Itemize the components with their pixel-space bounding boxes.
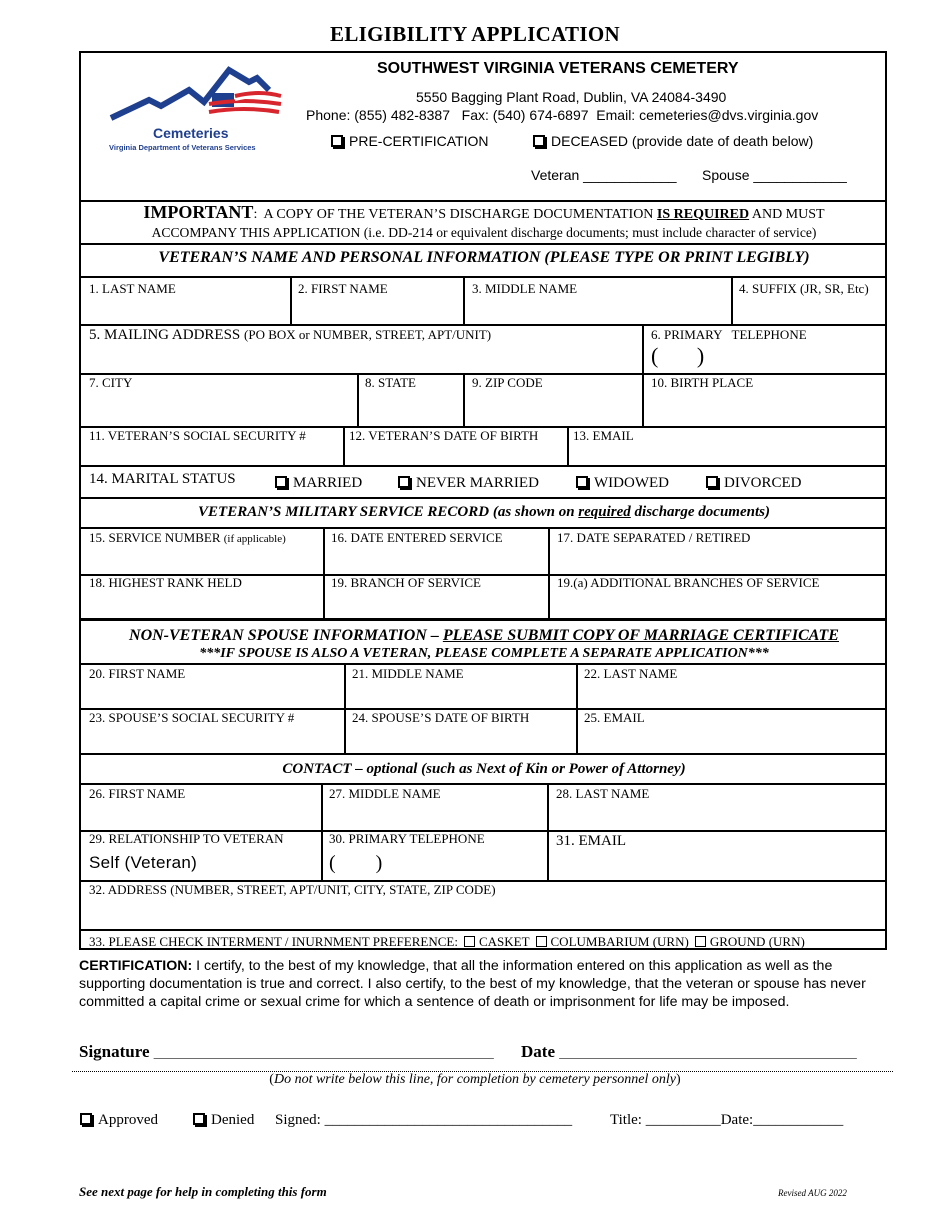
- precert-checkbox[interactable]: [331, 135, 343, 147]
- date-line[interactable]: ___________________________________: [559, 1042, 857, 1061]
- field-city[interactable]: 7. CITY: [89, 375, 133, 390]
- office-note-open: (: [269, 1072, 274, 1087]
- option-widowed[interactable]: [576, 475, 669, 492]
- form-title: ELIGIBILITY APPLICATION: [330, 22, 620, 46]
- is-required: IS REQUIRED: [656, 207, 750, 222]
- precert-label: PRE-CERTIFICATION: [349, 133, 489, 149]
- section-spouse: [81, 627, 887, 645]
- contact-telephone-parens: ( ): [329, 852, 383, 874]
- form-frame: [79, 51, 887, 950]
- field-date-entered[interactable]: 16. DATE ENTERED SERVICE: [331, 530, 503, 545]
- field-highest-rank[interactable]: 18. HIGHEST RANK HELD: [89, 575, 242, 590]
- cemetery-address: 5550 Bagging Plant Road, Dublin, VA 24084-3490: [416, 89, 727, 105]
- casket-checkbox[interactable]: [464, 936, 475, 947]
- veteran-death-date[interactable]: Veteran ____________: [531, 167, 677, 183]
- cemetery-contact: Phone: (855) 482-8387 Fax: (540) 674-6897 Email: cemeteries@dvs.virginia.gov: [306, 107, 819, 123]
- logo: [109, 60, 289, 155]
- certification: [79, 957, 879, 1011]
- section-contact: CONTACT – optional (such as Next of Kin or Power of Attorney): [282, 761, 686, 777]
- telephone-parens: ( ): [651, 343, 705, 368]
- spouse-heading-b: PLEASE SUBMIT COPY OF MARRIAGE CERTIFICATE: [442, 627, 839, 644]
- military-heading-c: discharge documents): [630, 504, 770, 520]
- field-contact-last-name[interactable]: 28. LAST NAME: [556, 786, 650, 801]
- field-service-number[interactable]: [89, 530, 286, 546]
- field-contact-address[interactable]: 32. ADDRESS (NUMBER, STREET, APT/UNIT, CITY, STATE, ZIP CODE): [89, 882, 496, 897]
- field-contact-middle-name[interactable]: 27. MIDDLE NAME: [329, 786, 441, 801]
- field-email[interactable]: 13. EMAIL: [573, 428, 634, 443]
- mailing-address-hint: (PO BOX or NUMBER, STREET, APT/UNIT): [244, 327, 492, 342]
- deceased-checkbox[interactable]: [533, 135, 545, 147]
- approved-label: Approved: [98, 1112, 158, 1128]
- important-text: : A COPY OF THE VETERAN’S DISCHARGE DOCUMENTATION: [253, 207, 657, 222]
- important-line-2: ACCOMPANY THIS APPLICATION (i.e. DD-214 or equivalent discharge documents; must include character of service): [151, 225, 817, 240]
- approved-checkbox[interactable]: [80, 1113, 92, 1125]
- never-married-checkbox[interactable]: [398, 476, 410, 488]
- important-word: IMPORTANT: [143, 202, 254, 222]
- important-notice: [81, 203, 887, 243]
- field-primary-telephone[interactable]: 6. PRIMARY TELEPHONE: [651, 327, 807, 342]
- field-spouse-first-name[interactable]: 20. FIRST NAME: [89, 666, 186, 681]
- field-date-separated[interactable]: 17. DATE SEPARATED / RETIRED: [557, 530, 751, 545]
- office-note-close: ): [676, 1072, 681, 1087]
- field-spouse-middle-name[interactable]: 21. MIDDLE NAME: [352, 666, 464, 681]
- field-spouse-dob[interactable]: 24. SPOUSE’S DATE OF BIRTH: [352, 710, 530, 725]
- option-never-married[interactable]: [398, 475, 539, 492]
- spouse-heading-a: NON-VETERAN SPOUSE INFORMATION –: [129, 627, 443, 644]
- field-suffix[interactable]: 4. SUFFIX (JR, SR, Etc): [739, 281, 869, 296]
- precert-option[interactable]: [331, 133, 489, 149]
- approved-option[interactable]: [80, 1112, 158, 1129]
- field-first-name[interactable]: 2. FIRST NAME: [298, 281, 388, 296]
- field-additional-branches[interactable]: 19.(a) ADDITIONAL BRANCHES OF SERVICE: [557, 575, 820, 590]
- field-last-name[interactable]: 1. LAST NAME: [89, 281, 176, 296]
- never-married-label: NEVER MARRIED: [416, 475, 539, 491]
- field-birth-place[interactable]: 10. BIRTH PLACE: [651, 375, 754, 390]
- married-label: MARRIED: [293, 475, 363, 491]
- columbarium-checkbox[interactable]: [536, 936, 547, 947]
- columbarium-label: COLUMBARIUM (URN): [550, 934, 689, 949]
- deceased-label: DECEASED (provide date of death below): [551, 133, 814, 149]
- field-relationship[interactable]: 29. RELATIONSHIP TO VETERAN: [89, 831, 284, 846]
- married-checkbox[interactable]: [275, 476, 287, 488]
- field-interment-preference: [89, 934, 805, 950]
- relationship-value[interactable]: Self (Veteran): [89, 853, 198, 872]
- denied-checkbox[interactable]: [193, 1113, 205, 1125]
- office-use-note: [0, 1072, 950, 1088]
- signature-row: [79, 1042, 494, 1062]
- field-spouse-last-name[interactable]: 22. LAST NAME: [584, 666, 678, 681]
- widowed-checkbox[interactable]: [576, 476, 588, 488]
- date-label: Date: [521, 1042, 555, 1061]
- widowed-label: WIDOWED: [594, 475, 669, 491]
- ground-label: GROUND (URN): [709, 934, 805, 949]
- option-married[interactable]: [275, 475, 362, 492]
- denied-option[interactable]: [193, 1112, 254, 1129]
- field-mailing-address[interactable]: [89, 327, 491, 344]
- divorced-label: DIVORCED: [724, 475, 802, 491]
- interment-label: 33. PLEASE CHECK INTERMENT / INURNMENT PREFERENCE:: [89, 934, 458, 949]
- field-zip[interactable]: 9. ZIP CODE: [472, 375, 543, 390]
- office-note-text: Do not write below this line, for completion by cemetery personnel only: [273, 1072, 677, 1087]
- logo-subtitle: Virginia Department of Veterans Services: [109, 143, 256, 152]
- date-row: [521, 1042, 857, 1062]
- office-signed[interactable]: Signed: _________________________________: [275, 1112, 573, 1128]
- footer-help: See next page for help in completing this form: [79, 1184, 327, 1199]
- casket-label: CASKET: [478, 934, 530, 949]
- field-marital-status: 14. MARITAL STATUS: [89, 471, 236, 487]
- cemetery-name: SOUTHWEST VIRGINIA VETERANS CEMETERY: [377, 60, 739, 77]
- certification-label: CERTIFICATION:: [79, 958, 193, 974]
- field-state[interactable]: 8. STATE: [365, 375, 416, 390]
- section-military-service: [81, 504, 887, 521]
- field-contact-telephone[interactable]: 30. PRIMARY TELEPHONE: [329, 831, 485, 846]
- field-veteran-dob[interactable]: 12. VETERAN’S DATE OF BIRTH: [349, 428, 539, 443]
- signature-label: Signature: [79, 1042, 150, 1061]
- denied-label: Denied: [211, 1112, 255, 1128]
- service-number-hint: (if applicable): [223, 533, 286, 545]
- field-contact-email[interactable]: 31. EMAIL: [556, 833, 626, 849]
- section-veteran-info: VETERAN’S NAME AND PERSONAL INFORMATION (PLEASE TYPE OR PRINT LEGIBLY): [158, 249, 810, 266]
- field-contact-first-name[interactable]: 26. FIRST NAME: [89, 786, 186, 801]
- field-spouse-email[interactable]: 25. EMAIL: [584, 710, 645, 725]
- spouse-note: ***IF SPOUSE IS ALSO A VETERAN, PLEASE COMPLETE A SEPARATE APPLICATION***: [199, 646, 769, 661]
- footer-revised: Revised AUG 2022: [778, 1188, 847, 1198]
- field-spouse-ssn[interactable]: 23. SPOUSE’S SOCIAL SECURITY #: [89, 710, 295, 725]
- spouse-death-date[interactable]: Spouse ____________: [702, 167, 847, 183]
- field-veteran-ssn[interactable]: 11. VETERAN’S SOCIAL SECURITY #: [89, 428, 306, 443]
- important-text-2: AND MUST: [749, 207, 825, 222]
- ground-checkbox[interactable]: [695, 936, 706, 947]
- field-branch[interactable]: 19. BRANCH OF SERVICE: [331, 575, 481, 590]
- certification-text: I certify, to the best of my knowledge, that all the information entered on this application as well as the supporting documentation is true and correct. I also certify, to the best of my knowledge, that the veteran or spouse has never committed a capital crime or sexual crime for which a sentence of death or imprisonment for life may be imposed.: [79, 958, 866, 1010]
- divorced-checkbox[interactable]: [706, 476, 718, 488]
- military-heading-required: required: [578, 504, 631, 520]
- option-divorced[interactable]: [706, 475, 802, 492]
- service-number-label: 15. SERVICE NUMBER: [89, 530, 224, 545]
- office-title-date[interactable]: Title: __________Date:____________: [610, 1112, 844, 1128]
- mailing-address-label: 5. MAILING ADDRESS: [89, 327, 245, 343]
- signature-line[interactable]: ________________________________________: [153, 1042, 494, 1061]
- field-middle-name[interactable]: 3. MIDDLE NAME: [472, 281, 578, 296]
- cemeteries-logo-icon: [109, 60, 289, 132]
- military-heading-a: VETERAN’S MILITARY SERVICE RECORD (as shown on: [198, 504, 579, 520]
- deceased-option[interactable]: [533, 133, 813, 149]
- logo-title: Cemeteries: [153, 125, 229, 141]
